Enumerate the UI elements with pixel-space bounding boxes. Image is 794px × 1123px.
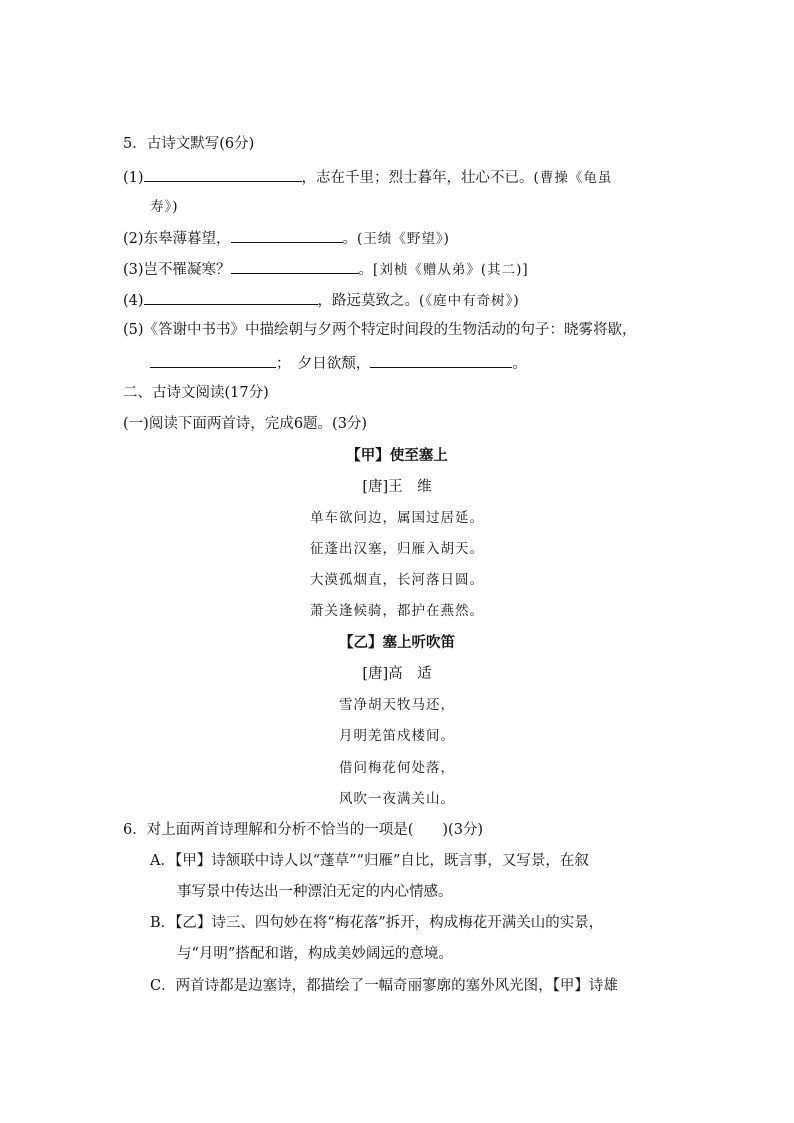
punctuation: 。 bbox=[342, 231, 358, 247]
option-c-line1[interactable]: C．两首诗都是边塞诗，都描绘了一幅奇丽寥廓的塞外风光图，【甲】诗雄 bbox=[150, 978, 618, 994]
answer-blank[interactable] bbox=[231, 258, 359, 274]
poem-a-line: 征蓬出汉塞，归雁入胡天。 bbox=[310, 541, 484, 557]
answer-blank[interactable] bbox=[144, 289, 318, 305]
poem-text: ，志在千里；烈士暮年，壮心不已。 bbox=[301, 170, 534, 186]
source-citation-cont: 寿》) bbox=[150, 199, 179, 215]
poem-a-title: 【甲】使至塞上 bbox=[346, 448, 448, 464]
item-number: (4) bbox=[123, 293, 144, 309]
item-number: (1) bbox=[123, 170, 144, 186]
poem-b-line: 月明羌笛戍楼间。 bbox=[339, 728, 455, 744]
q5-item-4 bbox=[123, 289, 520, 311]
option-a-line2: 事写景中传达出一种漂泊无定的内心情感。 bbox=[177, 884, 453, 900]
section-instruction: (一)阅读下面两首诗，完成6题。(3分) bbox=[123, 416, 368, 432]
poem-text: (3)岂不罹凝寒？ bbox=[123, 262, 231, 278]
poem-a-line: 单车欲问边，属国过居延。 bbox=[310, 510, 484, 526]
punctuation: 。 bbox=[358, 262, 374, 278]
answer-blank[interactable] bbox=[370, 352, 512, 368]
poem-b-line: 借问梅花何处落， bbox=[339, 760, 455, 776]
source-citation: [刘桢《赠从弟》(其二)] bbox=[373, 262, 529, 278]
q5-item-2 bbox=[123, 227, 450, 249]
source-citation: (王绩《野望》) bbox=[357, 231, 450, 247]
q5-item-5-line2 bbox=[150, 352, 527, 374]
answer-blank[interactable] bbox=[150, 352, 276, 368]
section-header: 二、古诗文阅读(17分) bbox=[123, 385, 269, 401]
q5-item-3 bbox=[123, 258, 529, 280]
poem-text: (2)东皋薄暮望， bbox=[123, 231, 231, 247]
poem-b-title: 【乙】塞上听吹笛 bbox=[339, 635, 455, 651]
poem-a-line: 萧关逢候骑，都护在燕然。 bbox=[310, 603, 484, 619]
poem-a-line: 大漠孤烟直，长河落日圆。 bbox=[310, 572, 484, 588]
option-b-line1[interactable]: B．【乙】诗三、四句妙在将“梅花落”拆开，构成梅花开满关山的实景， bbox=[150, 915, 604, 931]
poem-a-author: [唐]王 维 bbox=[362, 479, 432, 495]
poem-text: ； 夕日欲颓， bbox=[276, 356, 371, 372]
poem-b-line: 雪净胡天牧马还， bbox=[339, 697, 455, 713]
option-b-line2: 与“月明”搭配和谐，构成美妙阔远的意境。 bbox=[177, 946, 453, 962]
poem-b-line: 风吹一夜满关山。 bbox=[339, 791, 455, 807]
answer-blank[interactable] bbox=[231, 227, 343, 243]
q5-item-1 bbox=[123, 166, 612, 188]
poem-text: ，路远莫致之。 bbox=[317, 293, 420, 309]
q5-header: 5．古诗文默写(6分) bbox=[123, 136, 255, 152]
q6-stem: 6．对上面两首诗理解和分析不恰当的一项是( )(3分) bbox=[123, 822, 484, 838]
q5-item-5-line1: (5)《答谢中书书》中描绘朝与夕两个特定时间段的生物活动的句子：晓雾将歇， bbox=[123, 322, 637, 338]
poem-b-author: [唐]高 适 bbox=[362, 666, 432, 682]
punctuation: 。 bbox=[512, 356, 527, 372]
source-citation: (曹操《龟虽 bbox=[533, 170, 613, 186]
option-a-line1[interactable]: A．【甲】诗颔联中诗人以“蓬草”“归雁”自比，既言事，又写景，在叙 bbox=[150, 853, 589, 869]
answer-blank[interactable] bbox=[144, 166, 302, 182]
source-citation: (《庭中有奇树》) bbox=[419, 293, 520, 309]
